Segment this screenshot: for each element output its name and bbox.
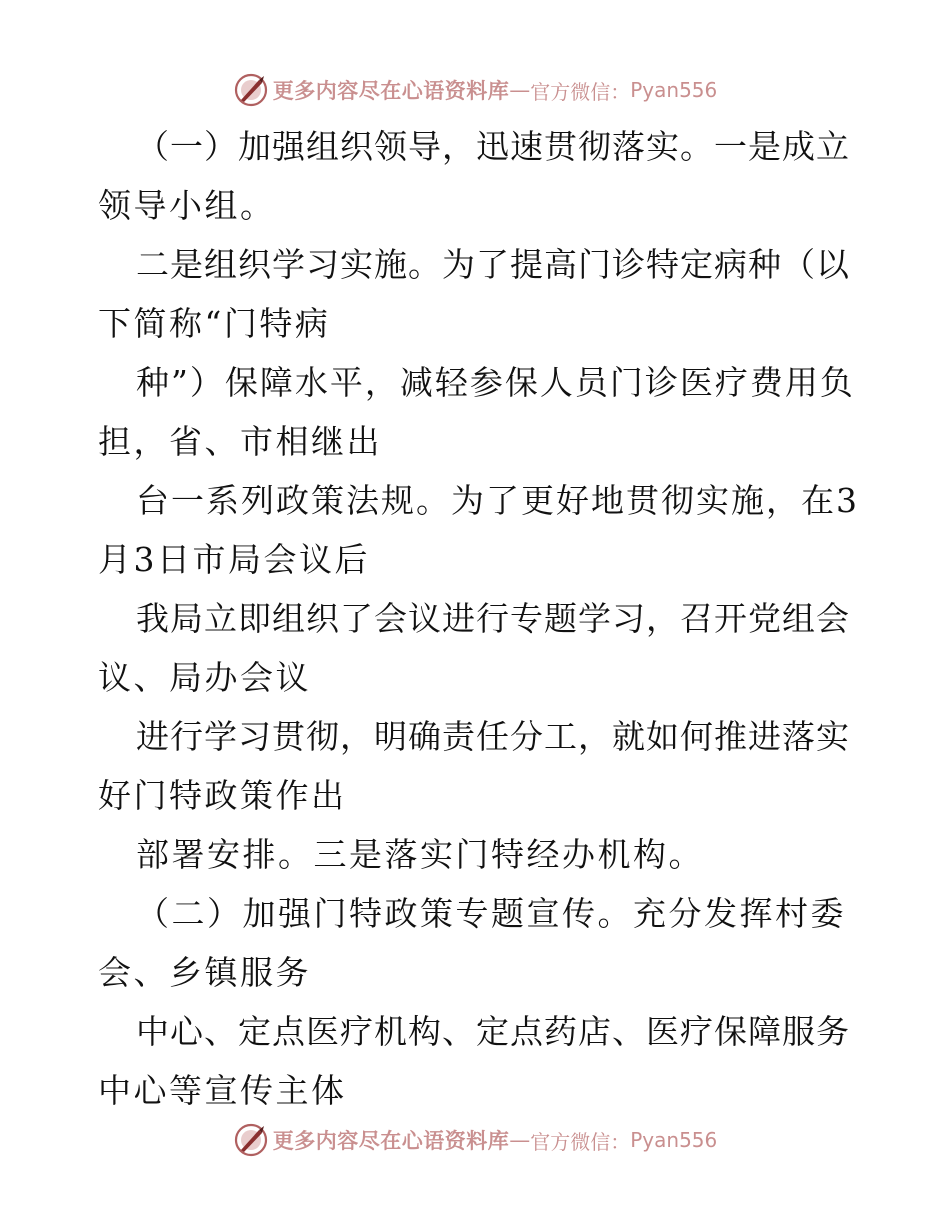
text-line: 中心等宣传主体	[98, 1071, 347, 1110]
text-line: 二是组织学习实施。为了提高门诊特定病种（以	[136, 245, 850, 284]
text-line: 月3日市局会议后	[98, 540, 370, 579]
banner-wechat-id: Pyan556	[630, 1128, 718, 1152]
text-line: 议、局办会议	[98, 658, 311, 697]
text-line: 中心、定点医疗机构、定点药店、医疗保障服务	[136, 1012, 850, 1051]
text-line: 下简称“门特病	[98, 304, 331, 343]
quill-pen-logo-icon	[233, 1122, 269, 1158]
footer-watermark-banner	[0, 1118, 950, 1162]
text-line: 进行学习贯彻，明确责任分工，就如何推进落实	[136, 717, 850, 756]
header-watermark-banner	[0, 68, 950, 112]
text-line: 担，省、市相继出	[98, 422, 382, 461]
banner-title: 更多内容尽在心语资料库	[272, 78, 510, 103]
text-line: 部署安排。三是落实门特经办机构。	[136, 835, 704, 874]
quill-pen-logo-icon	[233, 72, 269, 108]
text-line: 种”）保障水平，减轻参保人员门诊医疗费用负	[136, 363, 855, 402]
banner-wechat-label: 官方微信：	[530, 79, 631, 104]
text-line: 领导小组。	[98, 186, 276, 225]
text-line: 好门特政策作出	[98, 776, 347, 815]
banner-wechat-id: Pyan556	[630, 78, 718, 102]
text-line: （二）加强门特政策专题宣传。充分发挥村委	[136, 894, 846, 933]
banner-wechat-label: 官方微信：	[530, 1129, 631, 1154]
banner-separator: —	[509, 78, 531, 102]
banner-separator: —	[509, 1128, 531, 1152]
text-line: 会、乡镇服务	[98, 953, 311, 992]
text-line: 我局立即组织了会议进行专题学习，召开党组会	[136, 599, 850, 638]
banner-title: 更多内容尽在心语资料库	[272, 1128, 510, 1153]
text-line: （一）加强组织领导，迅速贯彻落实。一是成立	[136, 127, 850, 166]
text-line: 台一系列政策法规。为了更好地贯彻实施，在3	[136, 481, 859, 520]
